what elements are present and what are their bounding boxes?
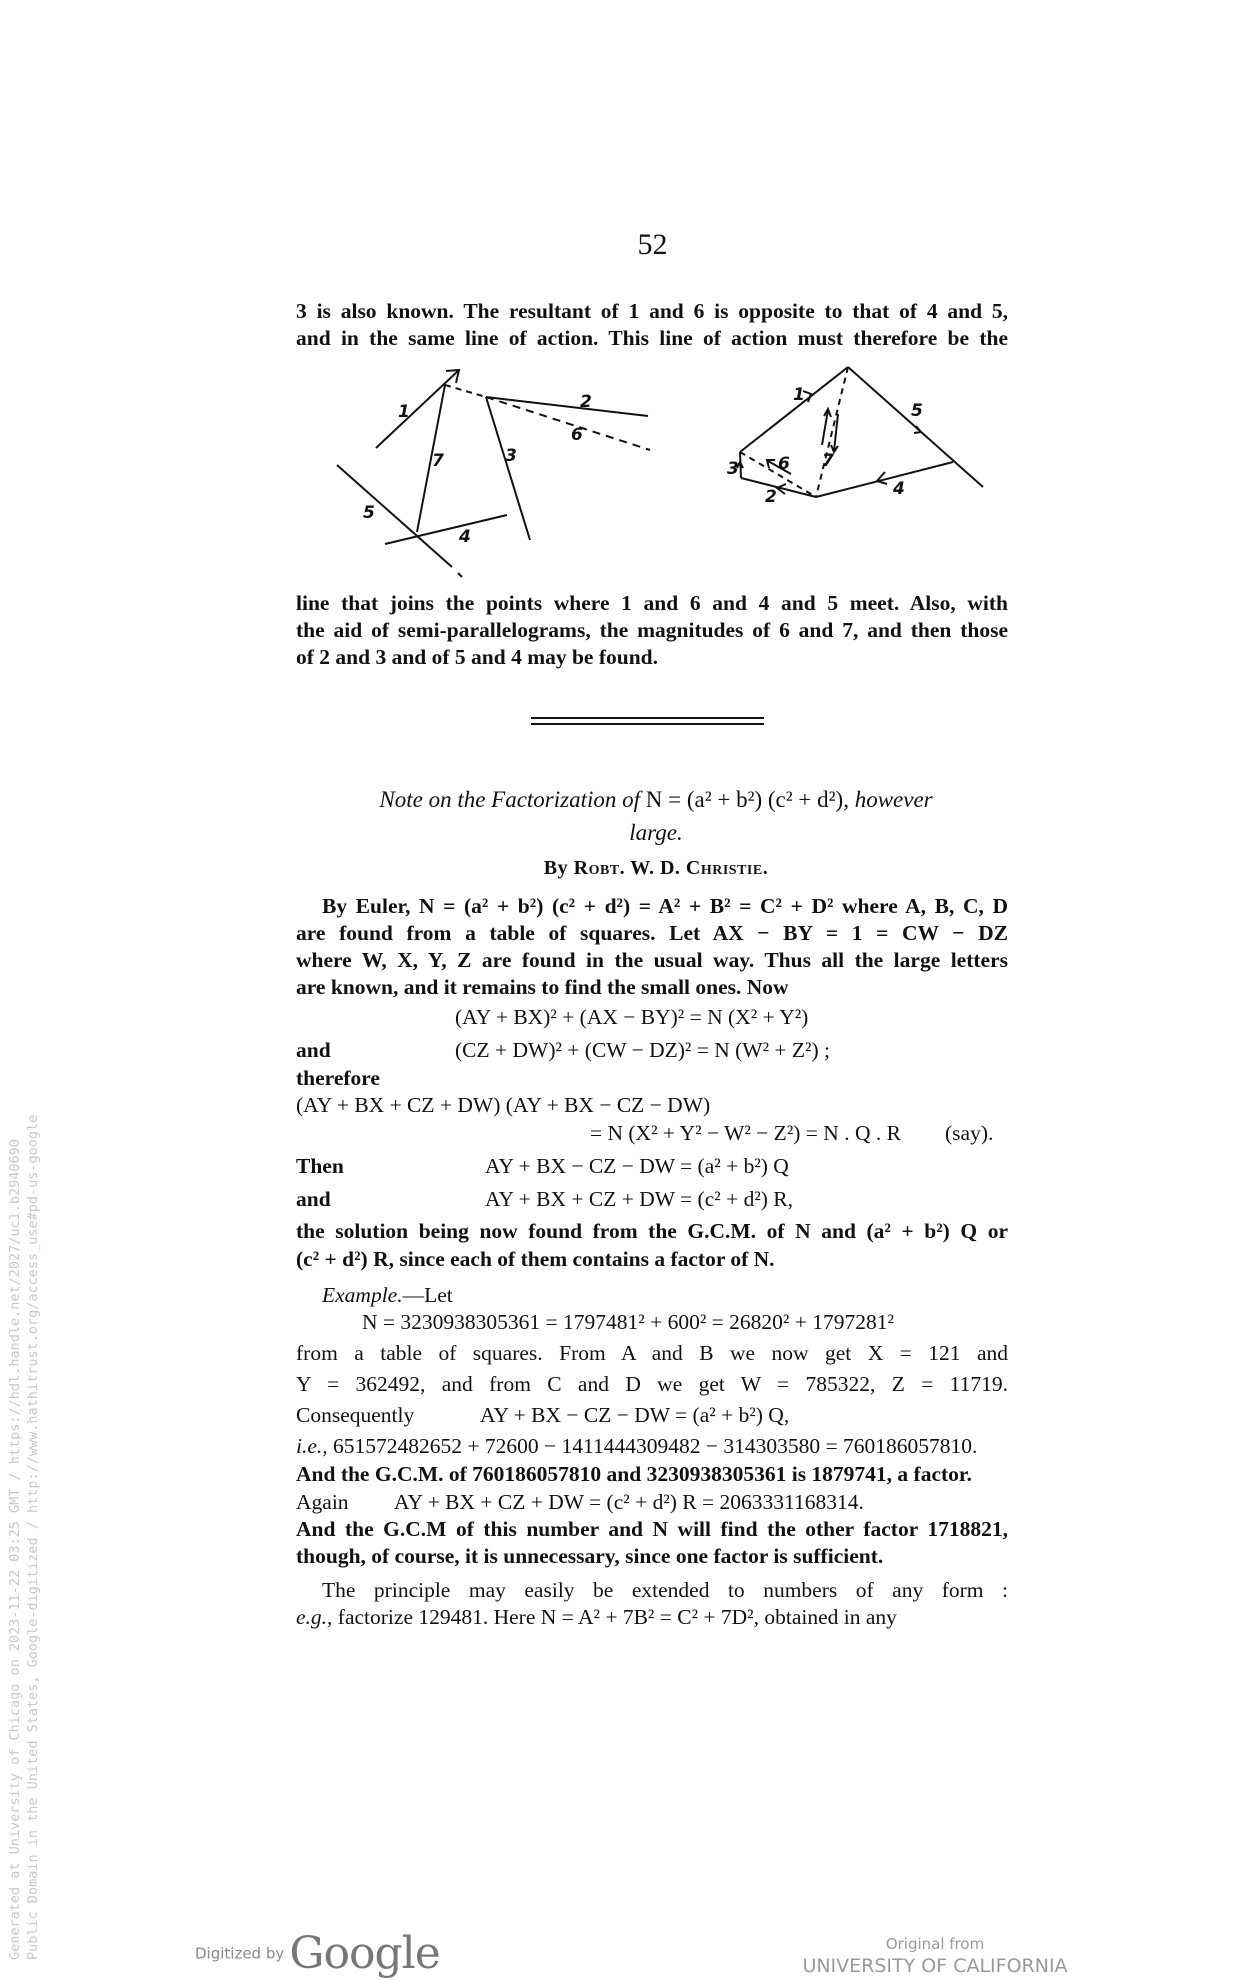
section-divider bbox=[531, 717, 764, 719]
article-byline bbox=[300, 857, 1012, 880]
original-source bbox=[785, 1935, 1085, 1977]
left-figure-space-diagram bbox=[337, 370, 650, 577]
label-5: 5 bbox=[363, 503, 375, 523]
equation: = N (X² + Y² − W² − Z²) = N . Q . R bbox=[590, 1121, 901, 1145]
ie-label: i.e., bbox=[296, 1434, 328, 1458]
text-line: though, of course, it is unnecessary, since one factor is sufficient. bbox=[296, 1544, 884, 1568]
institution-name: UNIVERSITY OF CALIFORNIA bbox=[802, 1955, 1068, 1977]
line-7-dashed bbox=[816, 367, 848, 497]
watermark-line: Generated at University of Chicago on 2023-11-22 03:25 GMT / https://hdl.handle.net/2027/uc1.b2940690 bbox=[7, 1139, 23, 1960]
google-logo-icon: Google bbox=[289, 1928, 440, 1979]
equation-label: and bbox=[296, 1187, 331, 1211]
line-4 bbox=[385, 515, 507, 544]
title-text: however bbox=[854, 787, 933, 812]
line-1 bbox=[376, 370, 459, 448]
article-title bbox=[300, 783, 1012, 849]
text-line: line that joins the points where 1 and 6 and 4 and 5 meet. Also, with bbox=[296, 591, 1008, 615]
equation: 651572482652 + 72600 − 1411444309482 − 314303580 = 760186057810. bbox=[333, 1434, 978, 1458]
page-number: 52 bbox=[637, 228, 668, 261]
text-line: where W, X, Y, Z are found in the usual way. Thus all the large letters bbox=[296, 948, 1008, 972]
right-figure-labels bbox=[727, 385, 923, 507]
label-6: 6 bbox=[571, 425, 583, 445]
byline-by: By bbox=[543, 857, 569, 879]
text-line: the solution being now found from the G.C.M. of N and (a² + b²) Q or bbox=[296, 1219, 1008, 1243]
hathitrust-watermark bbox=[6, 1115, 42, 1960]
title-formula: N = (a² + b²) (c² + d²), bbox=[645, 787, 849, 812]
text-line: And the G.C.M of this number and N will find the other factor 1718821, bbox=[296, 1517, 1008, 1541]
label-4: 4 bbox=[459, 527, 471, 547]
label-7: 7 bbox=[432, 451, 444, 471]
force-diagrams bbox=[0, 0, 1250, 600]
line-1 bbox=[740, 367, 848, 452]
equation: N = 3230938305361 = 1797481² + 600² = 26820² + 1797281² bbox=[362, 1310, 894, 1334]
text-line: 3 is also known. The resultant of 1 and 6 is opposite to that of 4 and 5, bbox=[296, 299, 1008, 323]
section-divider bbox=[531, 723, 764, 725]
text-line: are found from a table of squares. Let AX − BY = 1 = CW − DZ bbox=[296, 921, 1008, 945]
label-4: 4 bbox=[893, 479, 905, 499]
text-line: The principle may easily be extended to numbers of any form : bbox=[322, 1578, 1008, 1602]
text-line: (c² + d²) R, since each of them contains a factor of N. bbox=[296, 1247, 775, 1271]
eg-label: e.g., bbox=[296, 1605, 333, 1629]
equation: AY + BX + CZ + DW = (c² + d²) R, bbox=[485, 1187, 794, 1211]
author-name: Robt. W. D. Christie. bbox=[573, 857, 769, 879]
label-2: 2 bbox=[580, 392, 592, 412]
digitized-by-text: Digitized by bbox=[195, 1944, 285, 1963]
text-line: By Euler, N = (a² + b²) (c² + d²) = A² + B² = C² + D² where A, B, C, D bbox=[322, 894, 1008, 918]
equation: (AY + BX)² + (AX − BY)² = N (X² + Y²) bbox=[455, 1005, 809, 1029]
equation: (AY + BX + CZ + DW) (AY + BX − CZ − DW) bbox=[296, 1093, 711, 1117]
original-from-text: Original from bbox=[885, 1935, 985, 1953]
equation-label: Consequently bbox=[296, 1403, 415, 1427]
equation: (CZ + DW)² + (CW − DZ)² = N (W² + Z²) ; bbox=[455, 1038, 830, 1062]
label-6: 6 bbox=[778, 454, 790, 474]
text-line: are known, and it remains to find the small ones. Now bbox=[296, 975, 789, 999]
example-label: Example. bbox=[322, 1283, 403, 1307]
equation: AY + BX − CZ − DW = (a² + b²) Q bbox=[485, 1154, 789, 1178]
example-let: —Let bbox=[402, 1283, 453, 1307]
label-3: 3 bbox=[727, 459, 739, 479]
line-2 bbox=[486, 397, 648, 416]
google-digitized-logo bbox=[195, 1928, 440, 1979]
label-5: 5 bbox=[911, 401, 923, 421]
text-line: therefore bbox=[296, 1066, 380, 1090]
text-line: of 2 and 3 and of 5 and 4 may be found. bbox=[296, 645, 659, 669]
text-line: the aid of semi-parallelograms, the magnitudes of 6 and 7, and then those bbox=[296, 618, 1008, 642]
label-2: 2 bbox=[765, 487, 777, 507]
line-4 bbox=[816, 462, 953, 497]
text-line: and in the same line of action. This line of action must therefore be the bbox=[296, 326, 1008, 350]
equation: AY + BX + CZ + DW = (c² + d²) R = 2063331168314. bbox=[394, 1490, 864, 1514]
line-5 bbox=[848, 367, 983, 487]
left-figure-labels bbox=[363, 392, 592, 547]
title-text: Note on the Factorization of bbox=[379, 787, 641, 812]
text: factorize 129481. Here N = A² + 7B² = C² + 7D², obtained in any bbox=[337, 1605, 897, 1629]
equation-note: (say). bbox=[945, 1121, 994, 1145]
title-text: large. bbox=[629, 820, 683, 845]
right-figure-force-polygon bbox=[737, 367, 983, 497]
label-3: 3 bbox=[505, 446, 517, 466]
line-5-tail bbox=[458, 573, 462, 577]
label-7: 7 bbox=[822, 451, 834, 471]
label-1: 1 bbox=[793, 385, 805, 405]
dashed-connector bbox=[445, 385, 486, 397]
text-line bbox=[296, 1604, 1008, 1631]
equation: AY + BX − CZ − DW = (a² + b²) Q, bbox=[480, 1403, 790, 1427]
text-line: from a table of squares. From A and B we now get X = 121 and bbox=[296, 1341, 1008, 1365]
line-5 bbox=[337, 465, 452, 567]
example-heading bbox=[322, 1282, 1034, 1309]
line-6 bbox=[486, 397, 650, 450]
equation-label: Then bbox=[296, 1154, 344, 1178]
arrowhead-icon bbox=[877, 472, 887, 484]
text-line: And the G.C.M. of 760186057810 and 3230938305361 is 1879741, a factor. bbox=[296, 1462, 972, 1486]
equation-label: and bbox=[296, 1038, 331, 1062]
equation-label: Again bbox=[296, 1490, 349, 1514]
text-line: Y = 362492, and from C and D we get W = 785322, Z = 11719. bbox=[296, 1372, 1008, 1396]
watermark-line: Public Domain in the United States, Google-digitized / http://www.hathitrust.org/access_use#pd-us-google bbox=[25, 1114, 41, 1960]
label-1: 1 bbox=[398, 402, 410, 422]
arrow-down bbox=[834, 414, 838, 451]
equation-line bbox=[296, 1433, 1008, 1460]
